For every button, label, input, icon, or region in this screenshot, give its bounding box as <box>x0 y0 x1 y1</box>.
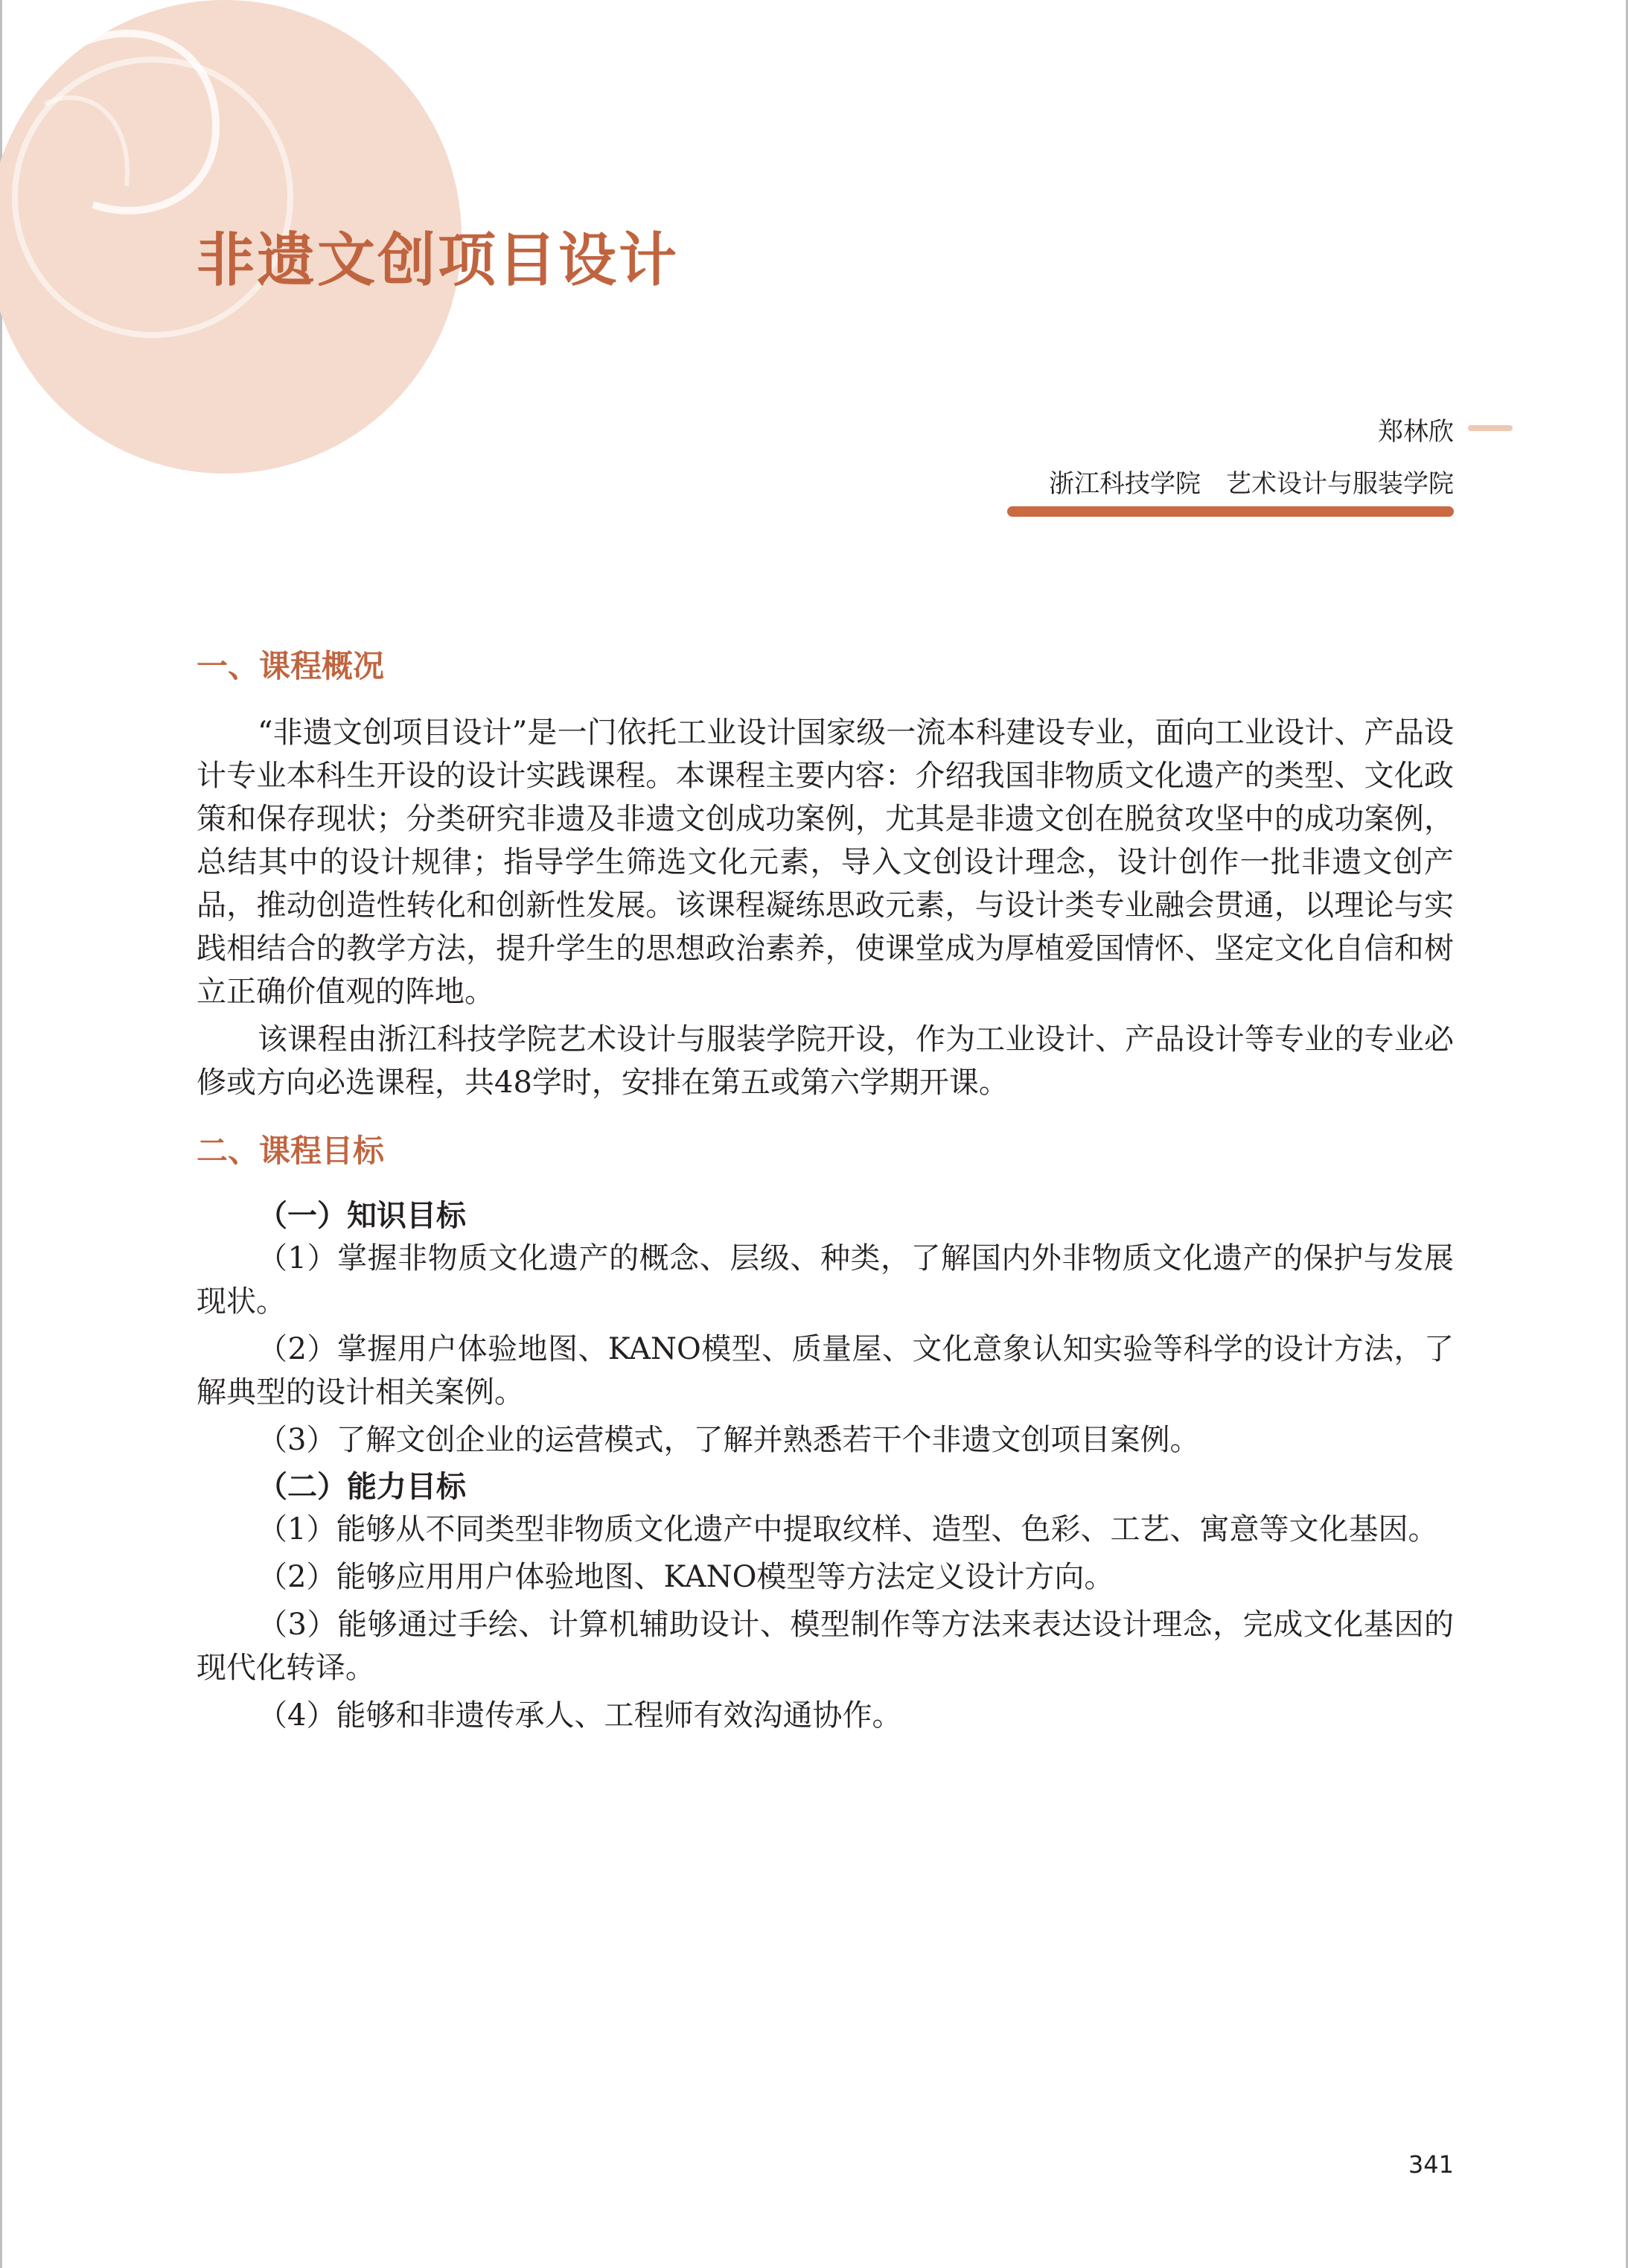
section-heading-overview: 一、课程概况 <box>197 648 385 684</box>
knowledge-objective-item: （3）了解文创企业的运营模式，了解并熟悉若干个非遗文创项目案例。 <box>258 1423 1200 1458</box>
knowledge-objective-item: （2）掌握用户体验地图、KANO模型、质量屋、文化意象认知实验等科学的设计方法，了解典型的设计相关案例。 <box>197 1332 1454 1410</box>
affiliation-underline-bar <box>1007 506 1454 517</box>
ability-objective-item: （4）能够和非遗传承人、工程师有效沟通协作。 <box>258 1698 902 1733</box>
author-name: 郑林欣 <box>1378 417 1454 447</box>
overview-paragraph: “非遗文创项目设计”是一门依托工业设计国家级一流本科建设专业，面向工业设计、产品设计专业本科生开设的设计实践课程。本课程主要内容：介绍我国非物质文化遗产的类型、文化政策和保存现状；分类研究非遗及非遗文创成功案例，尤其是非遗文创在脱贫攻坚中的成功案例，总结其中的设计规律；指导学生筛选文化元素，导入文创设计理念，设计创作一批非遗文创产品，推动创造性转化和创新性发展。该课程凝练思政元素，与设计类专业融会贯通，以理论与实践相结合的教学方法，提升学生的思想政治素养，使课堂成为厚植爱国情怀、坚定文化自信和树立正确价值观的阵地。 <box>197 715 1454 1009</box>
page-title: 非遗文创项目设计 <box>197 227 680 294</box>
section-heading-objectives: 二、课程目标 <box>197 1132 385 1169</box>
subsection-heading-ability: （二）能力目标 <box>258 1469 466 1505</box>
author-affiliation: 浙江科技学院 艺术设计与服装学院 <box>1049 469 1454 499</box>
subsection-heading-knowledge: （一）知识目标 <box>258 1198 466 1234</box>
ability-objective-item: （2）能够应用用户体验地图、KANO模型等方法定义设计方向。 <box>258 1560 1114 1595</box>
page-number: 341 <box>1408 2150 1454 2179</box>
ability-objective-item: （1）能够从不同类型非物质文化遗产中提取纹样、造型、色彩、工艺、寓意等文化基因。 <box>258 1512 1438 1547</box>
overview-paragraph: 该课程由浙江科技学院艺术设计与服装学院开设，作为工业设计、产品设计等专业的专业必修或方向必选课程，共48学时，安排在第五或第六学期开课。 <box>197 1022 1454 1100</box>
knowledge-objective-item: （1）掌握非物质文化遗产的概念、层级、种类，了解国内外非物质文化遗产的保护与发展现状。 <box>197 1241 1454 1319</box>
author-dash-decoration <box>1468 425 1513 431</box>
ability-objective-item: （3）能够通过手绘、计算机辅助设计、模型制作等方法来表达设计理念，完成文化基因的现代化转译。 <box>197 1608 1454 1686</box>
document-body <box>197 646 1454 1742</box>
